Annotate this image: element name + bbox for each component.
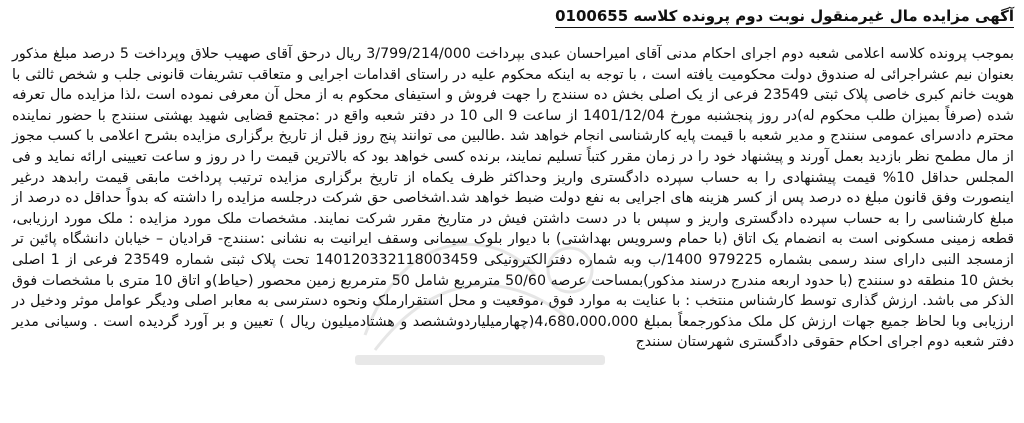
notice-title: آگهی مزایده مال غیرمنقول نوبت دوم پرونده کلاسه 0100655 (555, 6, 1014, 28)
title-row (12, 6, 1014, 30)
notice-body: بموجب پرونده کلاسه اعلامی شعبه دوم اجرای احکام مدنی آقای امیراحسان عبدی بپرداخت 3/799/214/000 ریال درحق آقای صهیب حلاق وپرداخت 5 درصد مبلغ مذکور بعنوان نیم عشراجرائی له صندوق دولت محکومیت یافته است ، با توجه به اینکه محکوم علیه در راستای اقدامات اجرایی و متعاقب تشریفات قانونی جلب و شخص ثالثی با هویت خانم کبری خاصی پلاک ثبتی 23549 فرعی از یک اصلی بخش ده سنندج را جهت فروش و استیفای محکوم به از محل آن معرفی نموده است ،لذا مزایده مال تعرفه شده (صرفاً بمیزان طلب محکوم له)در روز پنجشنبه مورخ 1401/12/04 از ساعت 9 الی 10 در دفتر شعبه واقع در :مجتمع قضایی شهید بهشتی سنندج با حضور نماینده محترم دادسرای عمومی سنندج و مدیر شعبه با قیمت پایه کارشناسی انجام خواهد شد .طالبین می توانند پنج روز قبل از تاریخ برگزاری مزایده بشرح اعلامی با کسب مجوز از مال مطمح نظر بازدید بعمل آورند و پیشنهاد خود را در زمان مقرر کتباً تسلیم نمایند، برنده کسی خواهد بود که بالاترین قیمت را در روز و ساعت تعیینی ارائه نماید و فی المجلس حداقل 10% قیمت پیشنهادی را به حساب سپرده دادگستری واریز وحداکثر ظرف یکماه از تاریخ برگزاری مزایده ترتیب پرداخت مابقی قیمت رابدهد درغیر اینصورت وفق قانون مبلغ ده درصد پس از کسر هزینه های اجرایی به نفع دولت ضبط خواهد شد.اشخاصی حق شرکت درجلسه مزایده را داشته که بدواً حداقل ده درصد از مبلغ کارشناسی را به حساب سپرده دادگستری واریز و سپس با در دست داشتن فیش در متاریخ مقرر شرکت نمایند. مشخصات ملک مورد مزایده : ملک مورد ارزیابی، قطعه زمینی مسکونی است به انضمام یک اتاق (با حمام وسرویس بهداشتی) با دیوار بلوک سیمانی وسقف ایرانیت به نشانی :سنندج- قرادیان – خیابان دانشگاه پائین تر ازمسجد النبی دارای سند رسمی بشماره 979225 1400/ب وبه شماره دفترالکترونیکی 140120332118003459 تحت پلاک ثبتی شماره 23549 فرعی از 1 اصلی بخش 10 منطقه دو سنندج (با حدود اربعه مندرج درسند مذکور)بمساحت عرصه 50/60 مترمربع شامل 50 مترمربع زمین محصور (حیاط)و اتاق 10 متری با مشخصات فوق الذکر می باشد. ارزش گذاری توسط کارشناس منتخب : با عنایت به موارد فوق ،موقعیت و محل استقرارملک ونحوه دسترسی به معابر اصلی ودیگر عوامل موثر ودخیل در ارزیابی وبا لحاظ جمیع جهات ارزش کل ملک مذکورجمعاً بمبلغ 4،680،000،000(چهارمیلیاردوششصد و هشتادمیلیون ریال ) تعیین و بر آورد گردیده است . وسیانی مدیر دفتر شعبه دوم اجرای احکام حقوقی دادگستری شهرستان سنندج (12, 46, 1015, 351)
